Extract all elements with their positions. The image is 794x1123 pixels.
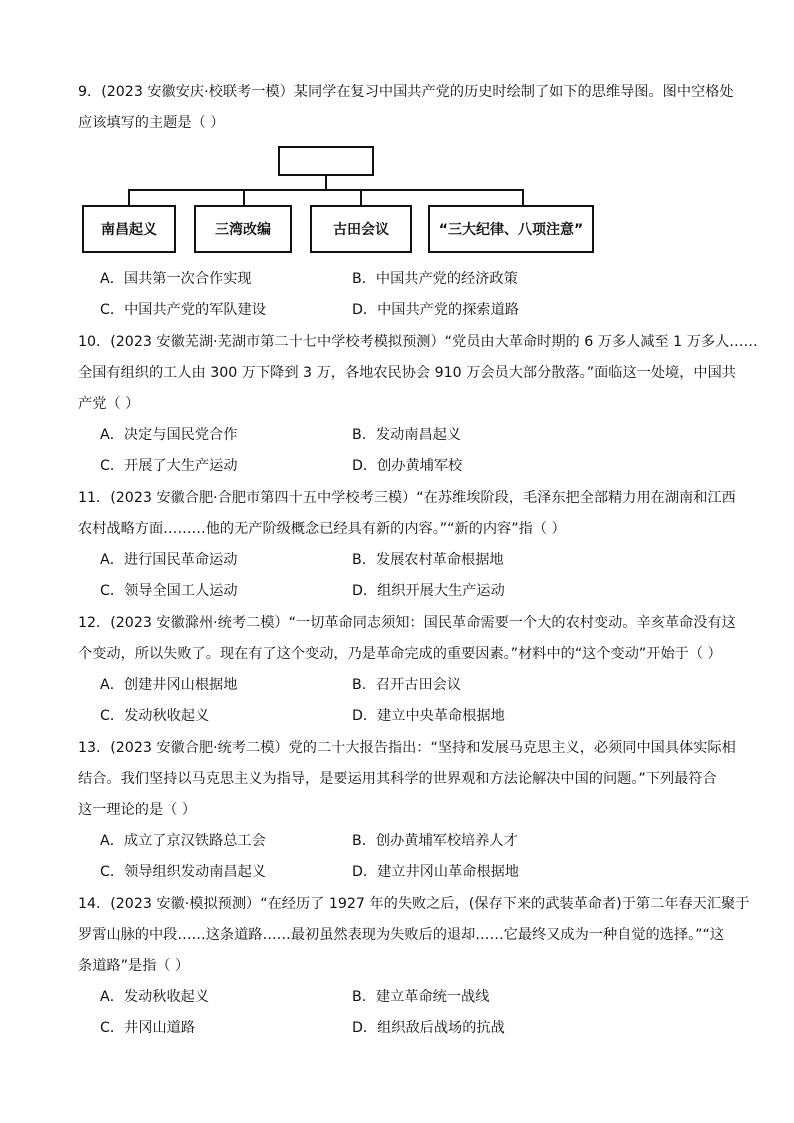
q9-option-b[interactable]: B．中国共产党的经济政策 (352, 271, 518, 287)
q11-option-b[interactable]: B．发展农村革命根据地 (352, 552, 504, 568)
q11-option-a[interactable]: A．进行国民革命运动 (100, 552, 238, 568)
q10-stem-line-3: 产党（ ） (78, 396, 140, 412)
q12-option-d[interactable]: D．建立中央革命根据地 (352, 708, 505, 724)
q10-stem-line-1: 10．(2023 安徽芜湖·芜湖市第二十七中学校考模拟预测）“党员由大革命时期的 6 万多人减至 1 万多人…… (78, 334, 758, 350)
q12-option-c[interactable]: C．发动秋收起义 (100, 708, 210, 724)
q10-option-d[interactable]: D．创办黄埔军校 (352, 458, 463, 474)
q11-stem-line-1: 11．(2023 安徽合肥·合肥市第四十五中学校考三模）“在苏维埃阶段，毛泽东把全部精力用在湖南和江西 (78, 490, 736, 506)
mind-map-blank-box (278, 146, 374, 176)
q10-option-a[interactable]: A．决定与国民党合作 (100, 427, 238, 443)
q13-option-a[interactable]: A．成立了京汉铁路总工会 (100, 833, 266, 849)
q13-stem-line-3: 这一理论的是（ ） (78, 802, 197, 818)
mind-map-box-sanwan: 三湾改编 (194, 205, 292, 253)
mind-map-box-gutian: 古田会议 (310, 205, 412, 253)
mind-map-connector-2 (243, 189, 245, 205)
q14-stem-line-3: 条道路”是指（ ） (78, 958, 190, 974)
q13-option-c[interactable]: C．领导组织发动南昌起义 (100, 864, 266, 880)
q10-option-c[interactable]: C．开展了大生产运动 (100, 458, 238, 474)
mind-map-connector-horizontal (128, 189, 524, 191)
q9-option-a[interactable]: A．国共第一次合作实现 (100, 271, 252, 287)
q9-option-d[interactable]: D．中国共产党的探索道路 (352, 302, 519, 318)
mind-map-box-discipline: “三大纪律、八项注意” (428, 205, 594, 253)
mind-map-connector-1 (128, 189, 130, 205)
q12-stem-line-1: 12．(2023 安徽滁州·统考二模）“一切革命同志须知：国民革命需要一个大的农村变动。辛亥革命没有这 (78, 615, 736, 631)
q12-option-a[interactable]: A．创建井冈山根据地 (100, 677, 238, 693)
q14-stem-line-1: 14．(2023 安徽·模拟预测）“在经历了 1927 年的失败之后，(保存下来的武装革命者)于第二年春天汇聚于 (78, 896, 750, 912)
mind-map-connector-3 (360, 189, 362, 205)
q14-option-a[interactable]: A．发动秋收起义 (100, 989, 210, 1005)
q11-option-c[interactable]: C．领导全国工人运动 (100, 583, 238, 599)
q12-option-b[interactable]: B．召开古田会议 (352, 677, 462, 693)
q14-option-b[interactable]: B．建立革命统一战线 (352, 989, 490, 1005)
q9-stem-line-2: 应该填写的主题是（ ） (78, 115, 225, 131)
q13-option-d[interactable]: D．建立井冈山革命根据地 (352, 864, 519, 880)
mind-map-connector-vertical (325, 176, 327, 190)
mind-map-connector-4 (522, 189, 524, 205)
q14-option-d[interactable]: D．组织敌后战场的抗战 (352, 1020, 505, 1036)
q13-stem-line-2: 结合。我们坚持以马克思主义为指导，是要运用其科学的世界观和方法论解决中国的问题。”下列最符合 (78, 771, 717, 787)
q13-stem-line-1: 13．(2023 安徽合肥·统考二模）党的二十大报告指出：“坚持和发展马克思主义，必须同中国具体实际相 (78, 740, 736, 756)
q14-option-c[interactable]: C．井冈山道路 (100, 1020, 196, 1036)
q14-stem-line-2: 罗霄山脉的中段……这条道路……最初虽然表现为失败后的退却……它最终又成为一种自觉的选择。”“这 (78, 927, 725, 943)
q11-option-d[interactable]: D．组织开展大生产运动 (352, 583, 505, 599)
q12-stem-line-2: 个变动，所以失败了。现在有了这个变动，乃是革命完成的重要因素。”材料中的“这个变动”开始于（ ） (78, 646, 722, 662)
q10-stem-line-2: 全国有组织的工人由 300 万下降到 3 万，各地农民协会 910 万会员大部分散落。”面临这一处境，中国共 (78, 365, 736, 381)
q13-option-b[interactable]: B．创办黄埔军校培养人才 (352, 833, 518, 849)
mind-map-box-nanchang: 南昌起义 (82, 205, 176, 253)
q9-stem-line-1: 9．(2023 安徽安庆·校联考一模）某同学在复习中国共产党的历史时绘制了如下的思维导图。图中空格处 (78, 84, 734, 100)
q10-option-b[interactable]: B．发动南昌起义 (352, 427, 462, 443)
q11-stem-line-2: 农村战略方面………他的无产阶级概念已经具有新的内容。”“新的内容”指（ ） (78, 521, 566, 537)
q9-option-c[interactable]: C．中国共产党的军队建设 (100, 302, 266, 318)
